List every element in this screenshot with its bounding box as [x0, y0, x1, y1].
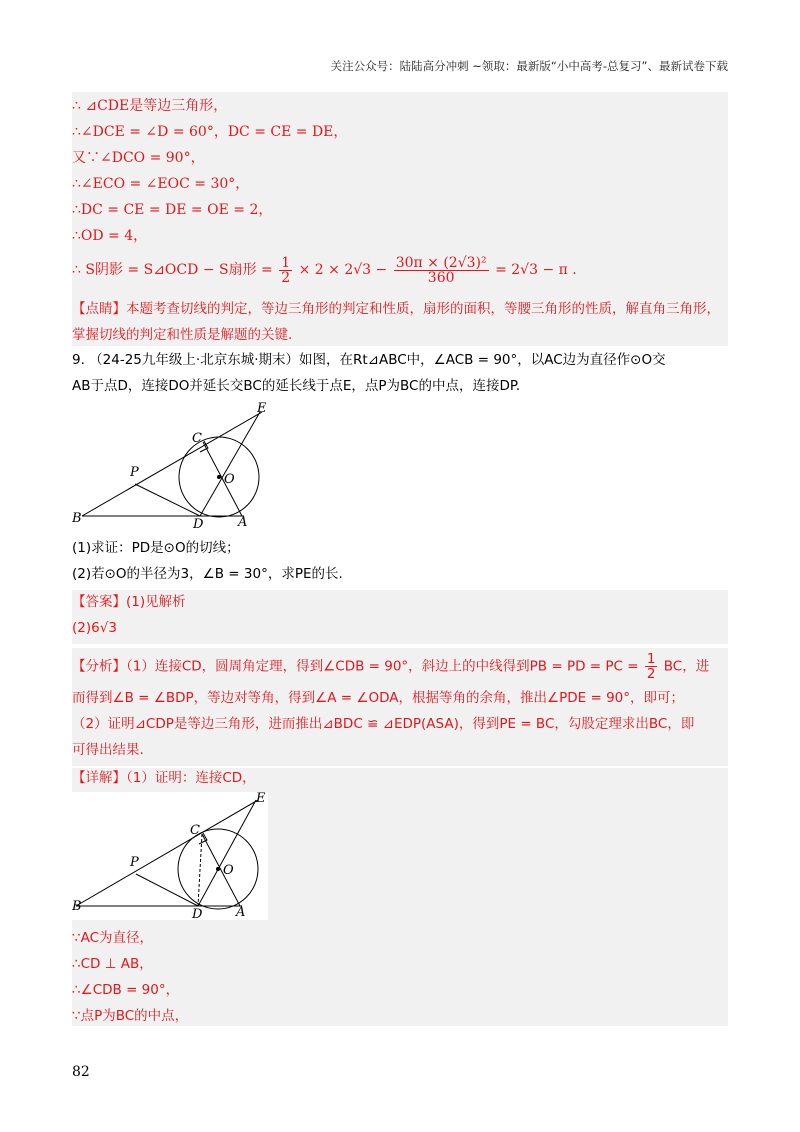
solution-line: ∴OD = 4， [72, 228, 148, 244]
formula-s-sector: S扇形 [219, 262, 257, 278]
detail-line: ∴∠CDB = 90°， [72, 982, 180, 998]
geometry-figure [72, 400, 292, 532]
question-2: (2)若⊙O的半径为3，∠B = 30°，求PE的长. [72, 566, 343, 582]
area-formula: ∴ S阴影 = S⊿OCD − S扇形 = $\frac{1}{2}$ × 2 × 2√3 − $\frac{\text{30π × (2√3)²}}{360}$ = 2√3 − π . [72, 254, 577, 286]
segment-be [82, 412, 262, 516]
label-a: A [236, 905, 246, 920]
analysis-line-4: 可得出结果. [72, 742, 144, 758]
label-d: D [192, 907, 203, 920]
detail-line: ∴CD ⊥ AB， [72, 956, 153, 972]
label-e: E [257, 401, 267, 416]
segment-cd-dashed [198, 834, 202, 906]
label-b: B [72, 511, 82, 526]
problem-line: AB于点D，连接DO并延长交BC的延长线于点E，点P为BC的中点，连接DP. [72, 378, 521, 394]
label-p: P [130, 465, 139, 480]
problem-line: 9. （24-25九年级上·北京东城·期末）如图，在Rt⊿ABC中，∠ACB = 90°，以AC边为直径作⊙O交 [72, 352, 666, 368]
label-e: E [256, 792, 266, 806]
solution-line: 又∵∠DCO = 90°， [72, 150, 205, 166]
formula-lead: ∴ [72, 262, 81, 278]
solution-line: ∴∠DCE = ∠D = 60°，DC = CE = DE， [72, 124, 348, 140]
answer-line-1: 【答案】(1)见解析 [72, 594, 186, 610]
analysis-half: $\frac{1}{2}$ [646, 651, 656, 682]
label-o: O [224, 472, 235, 487]
label-p: P [130, 855, 139, 870]
label-o: O [223, 863, 234, 878]
detail-line: ∵AC为直径， [72, 930, 154, 946]
formula-s-triangle: S⊿OCD [143, 262, 199, 278]
page-number: 82 [72, 1064, 90, 1080]
detail-line: ∵点P为BC的中点， [72, 1008, 189, 1024]
analysis-line-2: 而得到∠B = ∠BDP，等边对等角，得到∠A = ∠ODA，根据等角的余角，推出∠PDE = 90°，即可； [72, 690, 685, 706]
center-o-dot [216, 867, 220, 871]
segment-pd [135, 484, 200, 516]
answer-line-2: (2)6√3 [72, 620, 117, 636]
formula-half: $\frac{1}{2}$ [281, 254, 291, 286]
label-c: C [192, 431, 202, 446]
analysis-tag: 【分析】 [72, 658, 126, 675]
center-o-dot [217, 475, 221, 479]
formula-result: = 2√3 − π . [495, 262, 577, 278]
comment-paragraph [72, 296, 728, 348]
analysis-line-1: 【分析】（1）连接CD，圆周角定理，得到∠CDB = 90°，斜边上的中线得到PB = PD = PC = $\frac{1}{2}$ BC，进 [72, 651, 710, 682]
page-header: 关注公众号：陆陆高分冲刺 ~领取：最新版“小中高考-总复习”、最新试卷下载 [330, 59, 728, 73]
analysis-line-3: （2）证明⊿CDP是等边三角形，进而推出⊿BDC ≌ ⊿EDP(ASA)，得到PE = BC，勾股定理求出BC，即 [72, 716, 695, 732]
comment-tag: 【点睛】 [72, 301, 126, 317]
label-b: B [72, 899, 82, 914]
detail-figure [72, 792, 268, 920]
solution-line: ∴∠ECO = ∠EOC = 30°， [72, 176, 250, 192]
label-c: C [190, 823, 200, 838]
segment-de [198, 800, 256, 906]
detail-intro: 【详解】（1）证明：连接CD， [72, 770, 256, 786]
segment-pd [136, 874, 198, 906]
detail-tag: 【详解】 [72, 770, 126, 786]
label-d: D [193, 517, 204, 532]
formula-product: × 2 × 2√3 − [298, 262, 388, 278]
segment-ca [202, 834, 240, 906]
label-a: A [238, 515, 248, 530]
formula-sector-fraction: $\frac{\text{30π × (2√3)²}}{360}$ [395, 254, 487, 286]
answer-tag: 【答案】 [72, 594, 126, 610]
right-angle-mark [199, 833, 207, 844]
comment-text: 本题考查切线的判定，等边三角形的判定和性质，扇形的面积，等腰三角形的性质，解直角三角形，掌握切线的判定和性质是解题的关键. [72, 301, 720, 343]
formula-s-shadow: S阴影 [85, 262, 123, 278]
solution-line: ∴ ⊿CDE是等边三角形， [72, 98, 228, 114]
solution-line: ∴DC = CE = DE = OE = 2， [72, 202, 273, 218]
question-1: (1)求证：PD是⊙O的切线； [72, 540, 240, 556]
